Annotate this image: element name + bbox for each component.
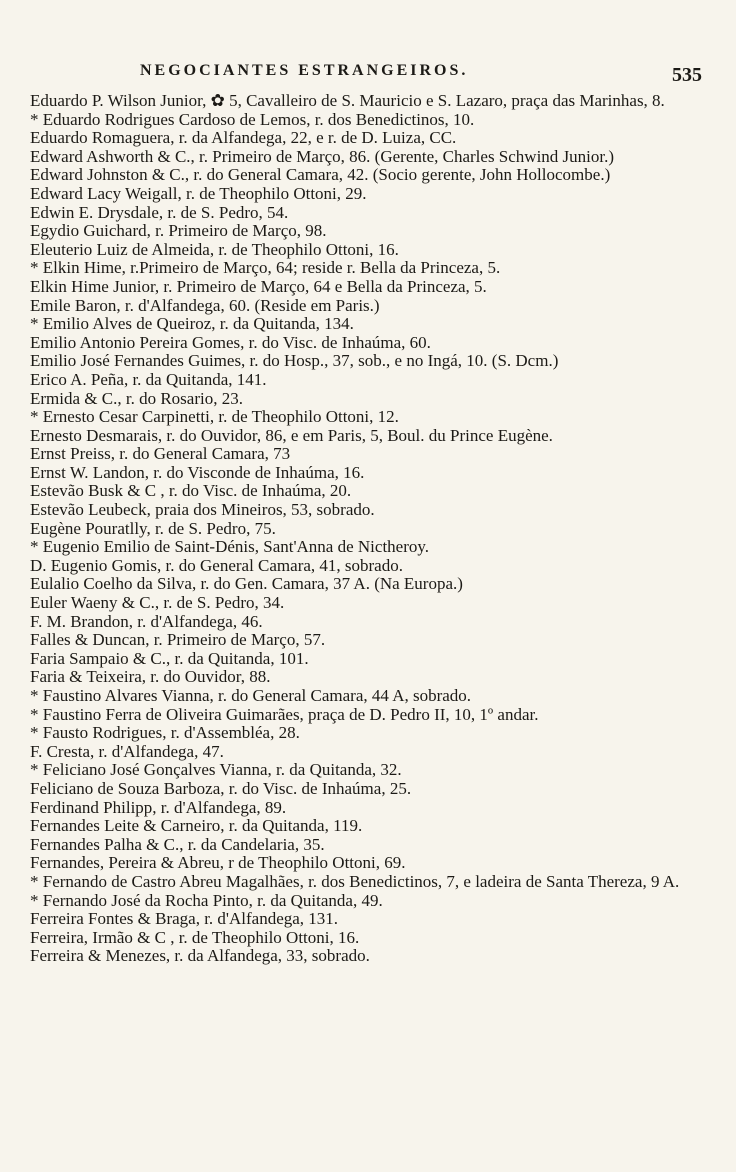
directory-entry: Eugène Pouratlly, r. de S. Pedro, 75. [30,518,276,538]
directory-entry: Emilio José Fernandes Guimes, r. do Hosp., 37, sob., e no Ingá, 10. (S. Dcm.) [30,351,559,371]
directory-entry: Eleuterio Luiz de Almeida, r. de Theophilo Ottoni, 16. [30,239,399,259]
directory-entry: Emilio Antonio Pereira Gomes, r. do Visc. de Inhaúma, 60. [30,332,431,352]
directory-entry: Ernst Preiss, r. do General Camara, 73 [30,444,291,464]
directory-entry: Estevão Busk & C , r. do Visc. de Inhaúma, 20. [30,481,352,501]
directory-entry: Egydio Guichard, r. Primeiro de Março, 98. [30,221,327,241]
directory-entry: Feliciano de Souza Barboza, r. do Visc. de Inhaúma, 25. [30,778,412,798]
directory-entry: Ferdinand Philipp, r. d'Alfandega, 89. [30,797,287,817]
directory-entry: Ferreira & Menezes, r. da Alfandega, 33, sobrado. [30,946,370,966]
directory-entry: F. Cresta, r. d'Alfandega, 47. [30,741,224,761]
directory-entry: Eulalio Coelho da Silva, r. do Gen. Camara, 37 A. (Na Europa.) [30,574,463,594]
directory-entry: * Feliciano José Gonçalves Vianna, r. da Quitanda, 32. [30,760,402,780]
page-header [140,62,710,92]
directory-entry: Edwin E. Drysdale, r. de S. Pedro, 54. [30,202,289,222]
directory-entry: * Eugenio Emilio de Saint-Dénis, Sant'Anna de Nictheroy. [30,537,430,557]
directory-entry: F. M. Brandon, r. d'Alfandega, 46. [30,611,263,631]
directory-entry: Fernandes, Pereira & Abreu, r de Theophilo Ottoni, 69. [30,853,406,873]
directory-entry: Emile Baron, r. d'Alfandega, 60. (Reside em Paris.) [30,295,380,315]
directory-entry: * Fernando José da Rocha Pinto, r. da Quitanda, 49. [30,890,383,910]
directory-entry: * Fausto Rodrigues, r. d'Assembléa, 28. [30,723,300,743]
directory-entry: Edward Ashworth & C., r. Primeiro de Março, 86. (Gerente, Charles Schwind Junior.) [30,146,615,166]
directory-list [30,92,710,966]
directory-entry: D. Eugenio Gomis, r. do General Camara, 41, sobrado. [30,555,403,575]
directory-entry: Faria Sampaio & C., r. da Quitanda, 101. [30,648,309,668]
directory-entry: Ernst W. Landon, r. do Visconde de Inhaúma, 16. [30,462,365,482]
directory-entry: * Fernando de Castro Abreu Magalhães, r. dos Benedictinos, 7, e ladeira de Santa Thereza, 9 A. [30,871,680,891]
directory-entry: Fernandes Palha & C., r. da Candelaria, 35. [30,834,325,854]
directory-entry: * Faustino Alvares Vianna, r. do General Camara, 44 A, sobrado. [30,686,472,705]
directory-entry: Ferreira Fontes & Braga, r. d'Alfandega, 131. [30,909,339,929]
directory-entry: Ermida & C., r. do Rosario, 23. [30,388,243,408]
directory-entry: Fernandes Leite & Carneiro, r. da Quitanda, 119. [30,816,363,836]
directory-entry: * Elkin Hime, r.Primeiro de Março, 64; reside r. Bella da Princeza, 5. [30,258,501,278]
directory-entry: Falles & Duncan, r. Primeiro de Março, 57. [30,630,326,650]
directory-entry: * Ernesto Cesar Carpinetti, r. de Theophilo Ottoni, 12. [30,407,399,427]
directory-entry: Edward Lacy Weigall, r. de Theophilo Ottoni, 29. [30,183,367,203]
directory-entry: Erico A. Peña, r. da Quitanda, 141. [30,369,267,389]
directory-entry: Edward Johnston & C., r. do General Camara, 42. (Socio gerente, John Hollocombe.) [30,165,611,185]
directory-entry: Euler Waeny & C., r. de S. Pedro, 34. [30,593,285,613]
directory-entry: Ferreira, Irmão & C , r. de Theophilo Ottoni, 16. [30,927,360,947]
directory-entry: Eduardo P. Wilson Junior, ✿ 5, Cavalleiro de S. Mauricio e S. Lazaro, praça das Marinhas, 8. [30,91,665,110]
directory-entry: Faria & Teixeira, r. do Ouvidor, 88. [30,667,271,687]
directory-entry: Estevão Leubeck, praia dos Mineiros, 53, sobrado. [30,500,375,520]
directory-entry: * Faustino Ferra de Oliveira Guimarães, praça de D. Pedro II, 10, 1º andar. [30,704,539,724]
directory-entry: Elkin Hime Junior, r. Primeiro de Março, 64 e Bella da Princeza, 5. [30,276,487,296]
page-title: NEGOCIANTES ESTRANGEIROS. [140,62,469,79]
directory-entry: * Emilio Alves de Queiroz, r. da Quitanda, 134. [30,314,354,334]
directory-entry: Eduardo Romaguera, r. da Alfandega, 22, e r. de D. Luiza, CC. [30,128,457,148]
directory-entry: * Eduardo Rodrigues Cardoso de Lemos, r. dos Benedictinos, 10. [30,109,475,129]
directory-entry: Ernesto Desmarais, r. do Ouvidor, 86, e em Paris, 5, Boul. du Prince Eugène. [30,425,553,445]
page-number: 535 [672,64,702,86]
